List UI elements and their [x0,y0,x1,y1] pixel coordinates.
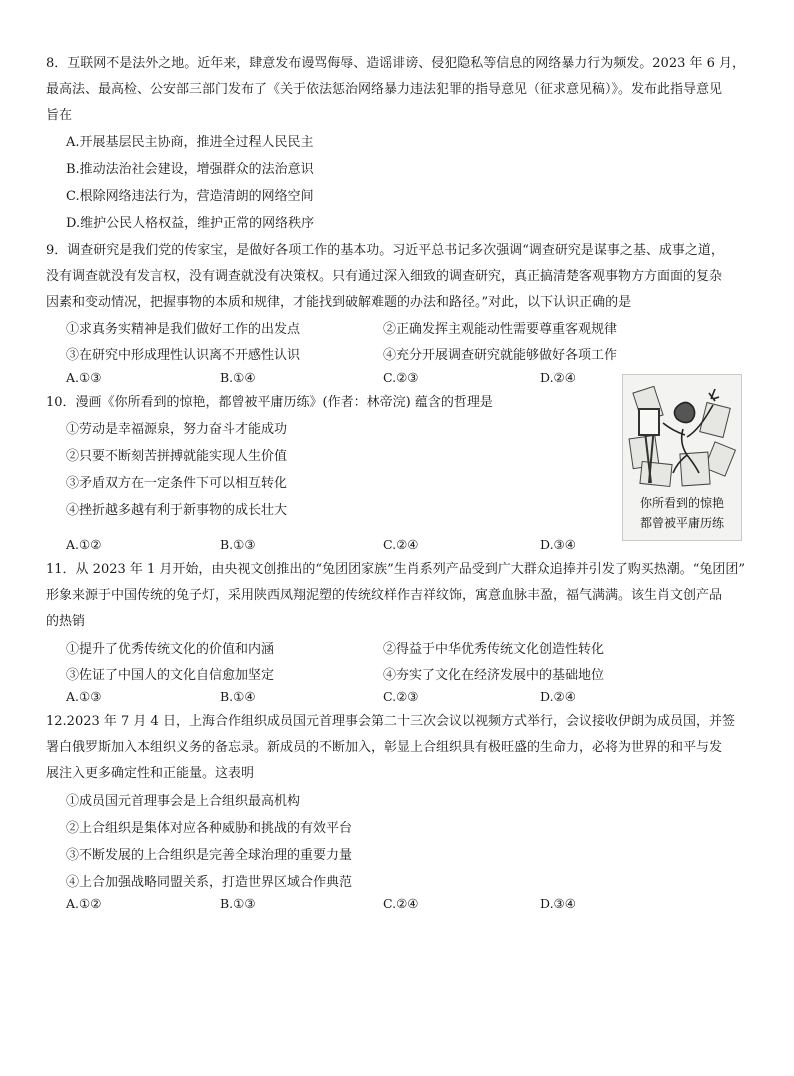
cartoon-caption-line-2: 都曾被平庸历练 [639,516,725,530]
q11-choice-c: C.②③ [383,689,419,704]
q10-statement-1: ①劳动是幸福源泉，努力奋斗才能成功 [66,422,288,437]
q8-option-b: B.推动法治社会建设，增强群众的法治意识 [66,162,314,177]
q12-choice-a: A.①② [66,896,102,911]
q9-stem-line-3: 因素和变动情况，把握事物的本质和规律，才能找到破解难题的办法和路径。”对此，以下认识正确的是 [46,295,632,310]
q9-statement-2: ②正确发挥主观能动性需要尊重客观规律 [383,322,618,337]
q9-choice-d: D.②④ [540,370,576,385]
q9-statement-4: ④充分开展调查研究就能够做好各项工作 [383,348,618,363]
q12-statement-4: ④上合加强战略同盟关系，打造世界区域合作典范 [66,875,353,890]
q10-stem: 10．漫画《你所看到的惊艳，都曾被平庸历练》(作者：林帝浣) 蕴含的哲理是 [46,395,493,410]
q10-choice-a: A.①② [66,537,102,552]
q11-statement-1: ①提升了优秀传统文化的价值和内涵 [66,642,275,657]
q10-statement-3: ③矛盾双方在一定条件下可以相互转化 [66,476,288,491]
q8-option-c: C.根除网络违法行为，营造清朗的网络空间 [66,189,314,204]
q11-stem-line-1: 11．从 2023 年 1 月开始，由央视文创推出的“兔团团家族”生肖系列产品受到广大群众追捧并引发了购买热潮。“兔团团” [46,562,746,577]
q10-statement-4: ④挫折越多越有利于新事物的成长壮大 [66,503,288,518]
q11-choice-b: B.①④ [220,689,256,704]
q12-stem-line-1: 12.2023 年 7 月 4 日，上海合作组织成员国元首理事会第二十三次会议以视频方式举行，会议接收伊朗为成员国，并签 [46,714,735,729]
q8-stem-line-3: 旨在 [46,108,73,123]
q9-choice-c: C.②③ [383,370,419,385]
q11-stem-line-2: 形象来源于中国传统的兔子灯，采用陕西凤翔泥塑的传统纹样作吉祥纹饰，寓意血脉丰盈，福气满满。该生肖文创产品 [46,588,723,603]
q10-choice-b: B.①③ [220,537,256,552]
q12-choice-c: C.②④ [383,896,419,911]
q9-choice-a: A.①③ [66,370,102,385]
q12-statement-2: ②上合组织是集体对应各种威胁和挑战的有效平台 [66,821,353,836]
q9-statement-3: ③在研究中形成理性认识离不开感性认识 [66,348,301,363]
q9-choice-b: B.①④ [220,370,256,385]
q11-statement-4: ④夯实了文化在经济发展中的基础地位 [383,668,605,683]
q12-choice-d: D.③④ [540,896,576,911]
q10-statement-2: ②只要不断刻苦拼搏就能实现人生价值 [66,449,288,464]
q11-statement-2: ②得益于中华优秀传统文化创造性转化 [383,642,605,657]
q9-stem-line-2: 没有调查就没有发言权，没有调查就没有决策权。只有通过深入细致的调查研究，真正搞清楚客观事物方方面面的复杂 [46,269,723,284]
q9-statement-1: ①求真务实精神是我们做好工作的出发点 [66,322,301,337]
q12-stem-line-3: 展注入更多确定性和正能量。这表明 [46,766,255,781]
q10-choice-c: C.②④ [383,537,419,552]
q11-choice-a: A.①③ [66,689,102,704]
cartoon-image [622,374,742,541]
cartoon-caption-line-1: 你所看到的惊艳 [639,496,725,510]
cartoon-drawing [623,375,741,540]
q12-statement-3: ③不断发展的上合组织是完善全球治理的重要力量 [66,848,353,863]
q12-statement-1: ①成员国元首理事会是上合组织最高机构 [66,794,301,809]
q8-stem-line-1: 8．互联网不是法外之地。近年来，肆意发布谩骂侮辱、造谣诽谤、侵犯隐私等信息的网络暴力行为频发。2023 年 6 月， [46,56,746,71]
q8-option-d: D.维护公民人格权益，维护正常的网络秩序 [66,216,315,231]
q11-stem-line-3: 的热销 [46,614,86,629]
q8-stem-line-2: 最高法、最高检、公安部三部门发布了《关于依法惩治网络暴力违法犯罪的指导意见（征求意见稿）》。发布此指导意见 [46,82,723,97]
q8-option-a: A.开展基层民主协商，推进全过程人民民主 [66,135,314,150]
q11-statement-3: ③佐证了中国人的文化自信愈加坚定 [66,668,275,683]
q10-choice-d: D.③④ [540,537,576,552]
q11-choice-d: D.②④ [540,689,576,704]
q12-choice-b: B.①③ [220,896,256,911]
q9-stem-line-1: 9．调查研究是我们党的传家宝，是做好各项工作的基本功。习近平总书记多次强调“调查研究是谋事之基、成事之道， [46,243,724,258]
q12-stem-line-2: 署白俄罗斯加入本组织义务的备忘录。新成员的不断加入，彰显上合组织具有极旺盛的生命力，必将为世界的和平与发 [46,740,723,755]
